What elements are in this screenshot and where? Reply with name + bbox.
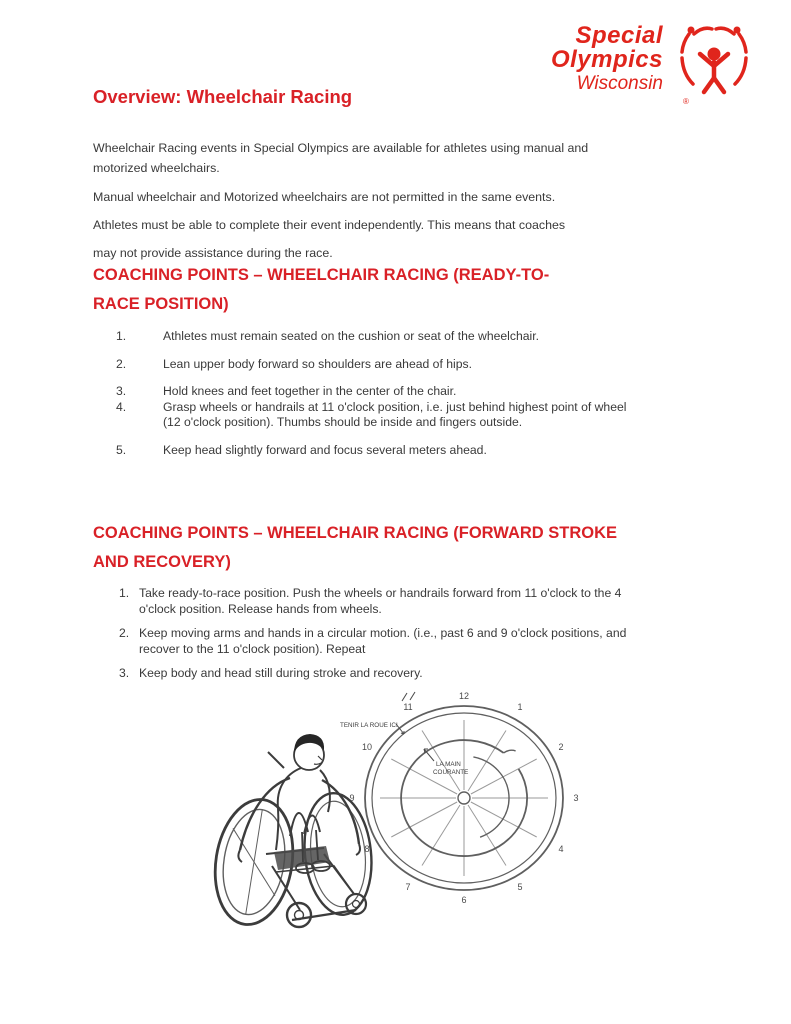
list-item-text: Keep moving arms and hands in a circular motion. (i.e., past 6 and 9 o'clock positions, and recover to the 11 o'clock position). Repeat: [139, 626, 627, 656]
ready-to-race-list: [93, 329, 645, 470]
list-item: [93, 329, 645, 345]
intro-line: Wheelchair Racing events in Special Olympics are available for athletes using manual and: [93, 141, 589, 156]
label-hold-wheel-here: TENIR LA ROUE ICI: [340, 722, 398, 729]
clock-number-8: 8: [364, 844, 370, 854]
list-item: [93, 586, 647, 617]
list-item: [93, 443, 645, 459]
list-item-number: 1.: [116, 329, 127, 343]
wheel-spokes: [380, 720, 548, 876]
clock-number-4: 4: [558, 844, 564, 854]
rules-line: may not provide assistance during the race.: [93, 246, 333, 261]
logo-mark-figures: [675, 16, 753, 102]
list-item-number: 5.: [116, 442, 127, 457]
list-item: [93, 384, 645, 400]
special-olympics-logo-icon: [675, 16, 753, 106]
list-item-text: Athletes must remain seated on the cushion or seat of the wheelchair.: [163, 329, 539, 343]
list-item-number: 3.: [119, 666, 130, 680]
logo-word-wisconsin: Wisconsin: [576, 73, 663, 94]
list-item-text: Keep body and head still during stroke and recovery.: [139, 666, 423, 680]
list-item: [93, 400, 645, 431]
section-heading-forward-stroke: COACHING POINTS – WHEELCHAIR RACING (FORWARD STROKE AND RECOVERY): [93, 524, 618, 571]
forward-stroke-list: [93, 586, 647, 691]
intro-line: motorized wheelchairs.: [93, 161, 220, 176]
label-handrail-line2: COURANTE: [433, 769, 469, 776]
list-item-text: Keep head slightly forward and focus several meters ahead.: [163, 442, 487, 457]
clock-number-7: 7: [405, 882, 411, 892]
list-item: [93, 626, 647, 657]
page-title: Overview: Wheelchair Racing: [93, 86, 353, 107]
clock-number-2: 2: [558, 742, 564, 752]
wheel-clock-diagram: [336, 690, 622, 914]
clock-number-10: 10: [361, 742, 373, 752]
list-item-text: Hold knees and feet together in the center of the chair.: [163, 384, 457, 398]
label-handrail-line1: LA MAIN: [436, 761, 461, 768]
logo-wordmark: [551, 16, 663, 96]
rules-paragraph: [93, 183, 708, 267]
section-heading-ready-to-race: COACHING POINTS – WHEELCHAIR RACING (READY-TO- RACE POSITION): [93, 266, 550, 313]
clock-number-11: 11: [403, 702, 413, 712]
list-item-text: Grasp wheels or handrails at 11 o'clock position, i.e. just behind highest point of wheel (12 o'clock position). Thumbs should be inside and fingers outside.: [163, 399, 627, 429]
logo-word-olympics: Olympics: [550, 46, 663, 73]
wheel-hub: [458, 792, 470, 804]
clock-number-6: 6: [461, 895, 467, 905]
clock-number-1: 1: [517, 702, 523, 712]
list-item-text: Take ready-to-race position. Push the wheels or handrails forward from 11 o'clock to the 4 o'clock position. Release hands from wheels.: [139, 586, 622, 616]
clock-number-3: 3: [573, 793, 579, 803]
list-item-text: Lean upper body forward so shoulders are ahead of hips.: [163, 356, 472, 371]
stroke-motion-arc: [473, 757, 509, 837]
clock-number-9: 9: [349, 793, 355, 803]
list-item-number: 2.: [116, 356, 127, 371]
list-item: [93, 357, 645, 373]
list-item-number: 2.: [119, 626, 130, 640]
rules-line: Athletes must be able to complete their event independently. This means that coaches: [93, 218, 566, 233]
registered-trademark: ®: [683, 97, 689, 106]
logo: [550, 16, 753, 106]
list-item-number: 3.: [116, 384, 127, 398]
intro-paragraph: [93, 138, 708, 178]
logo-word-special: Special: [575, 22, 663, 49]
rules-line: Manual wheelchair and Motorized wheelchairs are not permitted in the same events.: [93, 190, 556, 205]
clock-number-12: 12: [458, 691, 470, 701]
list-item-number: 1.: [119, 586, 130, 600]
list-item: [93, 666, 647, 682]
list-item-number: 4.: [116, 399, 127, 414]
clock-number-5: 5: [517, 882, 523, 892]
